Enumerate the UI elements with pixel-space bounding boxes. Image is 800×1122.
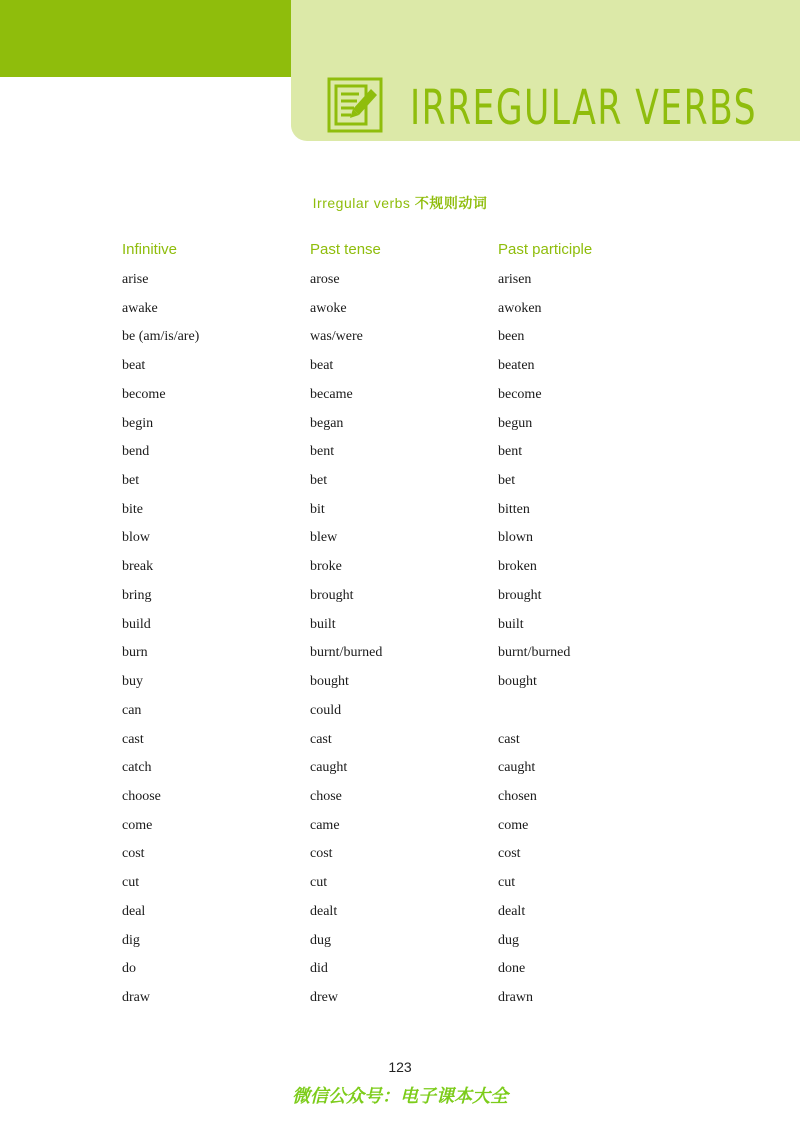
infinitive-cell: come <box>122 817 153 833</box>
past-tense-cell: arose <box>310 272 340 287</box>
infinitive-cell: blow <box>122 530 150 546</box>
infinitive-cell: awake <box>122 300 158 316</box>
table-row <box>0 584 800 608</box>
past-tense-cell: brought <box>310 587 354 603</box>
table-row <box>0 957 800 981</box>
subtitle-english: Irregular verbs <box>312 195 411 211</box>
past-participle-cell: bet <box>498 473 516 489</box>
infinitive-cell: arise <box>122 272 149 287</box>
infinitive-cell: buy <box>122 674 143 690</box>
past-tense-cell: beat <box>310 358 334 374</box>
infinitive-cell: break <box>122 559 154 575</box>
infinitive-cell: build <box>122 616 151 632</box>
infinitive-cell: bring <box>122 587 152 603</box>
table-row <box>0 325 800 349</box>
table-row <box>0 440 800 464</box>
table-row <box>0 498 800 522</box>
past-participle-cell: cost <box>498 846 521 862</box>
past-tense-cell: dug <box>310 932 331 948</box>
past-participle-cell: arisen <box>498 272 532 287</box>
infinitive-cell: burn <box>122 645 148 661</box>
past-participle-cell: chosen <box>498 788 537 804</box>
past-participle-cell: done <box>498 961 526 977</box>
page-number: 123 <box>388 1059 412 1075</box>
infinitive-cell: draw <box>122 990 150 1005</box>
column-header-infinitive: Infinitive <box>122 241 178 258</box>
section-subtitle <box>0 193 800 213</box>
past-participle-cell: broken <box>498 559 537 575</box>
past-tense-cell: bit <box>310 501 325 517</box>
past-tense-cell: chose <box>310 788 342 804</box>
infinitive-cell: be (am/is/are) <box>122 329 200 345</box>
past-tense-cell: cast <box>310 731 332 747</box>
table-row <box>0 641 800 665</box>
table-row <box>0 555 800 579</box>
infinitive-cell: deal <box>122 903 146 919</box>
header-bar-left <box>0 0 291 77</box>
table-row <box>0 929 800 953</box>
past-tense-cell: bet <box>310 473 328 489</box>
infinitive-cell: cast <box>122 731 144 747</box>
past-tense-cell: did <box>310 961 328 977</box>
table-row <box>0 842 800 866</box>
table-row <box>0 699 800 723</box>
past-participle-cell: blown <box>498 530 533 546</box>
table-row <box>0 670 800 694</box>
table-row <box>0 728 800 752</box>
infinitive-cell: bite <box>122 501 143 517</box>
past-participle-cell: become <box>498 386 542 402</box>
past-participle-cell: bought <box>498 674 537 690</box>
past-tense-cell: bent <box>310 444 335 460</box>
table-row <box>0 900 800 924</box>
infinitive-cell: cost <box>122 846 145 862</box>
past-tense-cell: became <box>310 386 353 402</box>
table-row <box>0 354 800 378</box>
past-tense-cell: could <box>310 702 342 718</box>
past-tense-cell: cost <box>310 846 333 862</box>
subtitle-chinese: 不规则动词 <box>414 195 488 211</box>
table-row <box>0 785 800 809</box>
past-participle-cell: built <box>498 616 524 632</box>
past-participle-cell: cut <box>498 875 516 891</box>
past-tense-cell: blew <box>310 530 338 546</box>
infinitive-cell: bet <box>122 473 140 489</box>
past-participle-cell: dug <box>498 932 519 948</box>
past-tense-cell: bought <box>310 674 349 690</box>
infinitive-cell: beat <box>122 358 146 374</box>
infinitive-cell: bend <box>122 444 150 460</box>
past-participle-cell: bitten <box>498 501 530 517</box>
past-tense-cell: awoke <box>310 300 347 316</box>
past-participle-cell: been <box>498 329 525 345</box>
past-tense-cell: came <box>310 817 340 833</box>
page-title: IRREGULAR VERBS <box>410 80 757 136</box>
past-tense-cell: caught <box>310 760 348 776</box>
past-participle-cell: beaten <box>498 358 535 374</box>
infinitive-cell: begin <box>122 415 154 431</box>
past-participle-cell: bent <box>498 444 523 460</box>
past-tense-cell: cut <box>310 875 328 891</box>
infinitive-cell: can <box>122 702 142 718</box>
past-participle-cell: drawn <box>498 990 533 1005</box>
past-tense-cell: burnt/burned <box>310 645 383 661</box>
infinitive-cell: catch <box>122 760 152 776</box>
table-row <box>0 814 800 838</box>
table-row <box>0 268 800 292</box>
column-header-past-participle: Past participle <box>498 241 593 258</box>
past-participle-cell: awoken <box>498 300 542 316</box>
table-row <box>0 986 800 1010</box>
past-tense-cell: was/were <box>310 329 363 345</box>
past-participle-cell: cast <box>498 731 520 747</box>
past-participle-cell: brought <box>498 587 542 603</box>
infinitive-cell: dig <box>122 932 140 948</box>
past-tense-cell: broke <box>310 559 342 575</box>
document-pencil-icon <box>327 77 383 133</box>
past-participle-cell: come <box>498 817 529 833</box>
table-row <box>0 297 800 321</box>
past-participle-cell: caught <box>498 760 536 776</box>
column-header-past-tense: Past tense <box>310 241 381 258</box>
infinitive-cell: choose <box>122 788 161 804</box>
footer-watermark: 微信公众号：电子课本大全 <box>292 1086 508 1107</box>
past-participle-cell: burnt/burned <box>498 645 571 661</box>
infinitive-cell: do <box>122 961 136 977</box>
table-row <box>0 613 800 637</box>
infinitive-cell: cut <box>122 875 140 891</box>
past-tense-cell: began <box>310 415 344 431</box>
table-row <box>0 383 800 407</box>
table-row <box>0 469 800 493</box>
past-participle-cell: begun <box>498 415 533 431</box>
past-participle-cell: dealt <box>498 903 526 919</box>
table-row <box>0 871 800 895</box>
table-row <box>0 412 800 436</box>
table-row <box>0 526 800 550</box>
table-row <box>0 756 800 780</box>
past-tense-cell: drew <box>310 990 338 1005</box>
past-tense-cell: dealt <box>310 903 338 919</box>
infinitive-cell: become <box>122 386 166 402</box>
past-tense-cell: built <box>310 616 336 632</box>
